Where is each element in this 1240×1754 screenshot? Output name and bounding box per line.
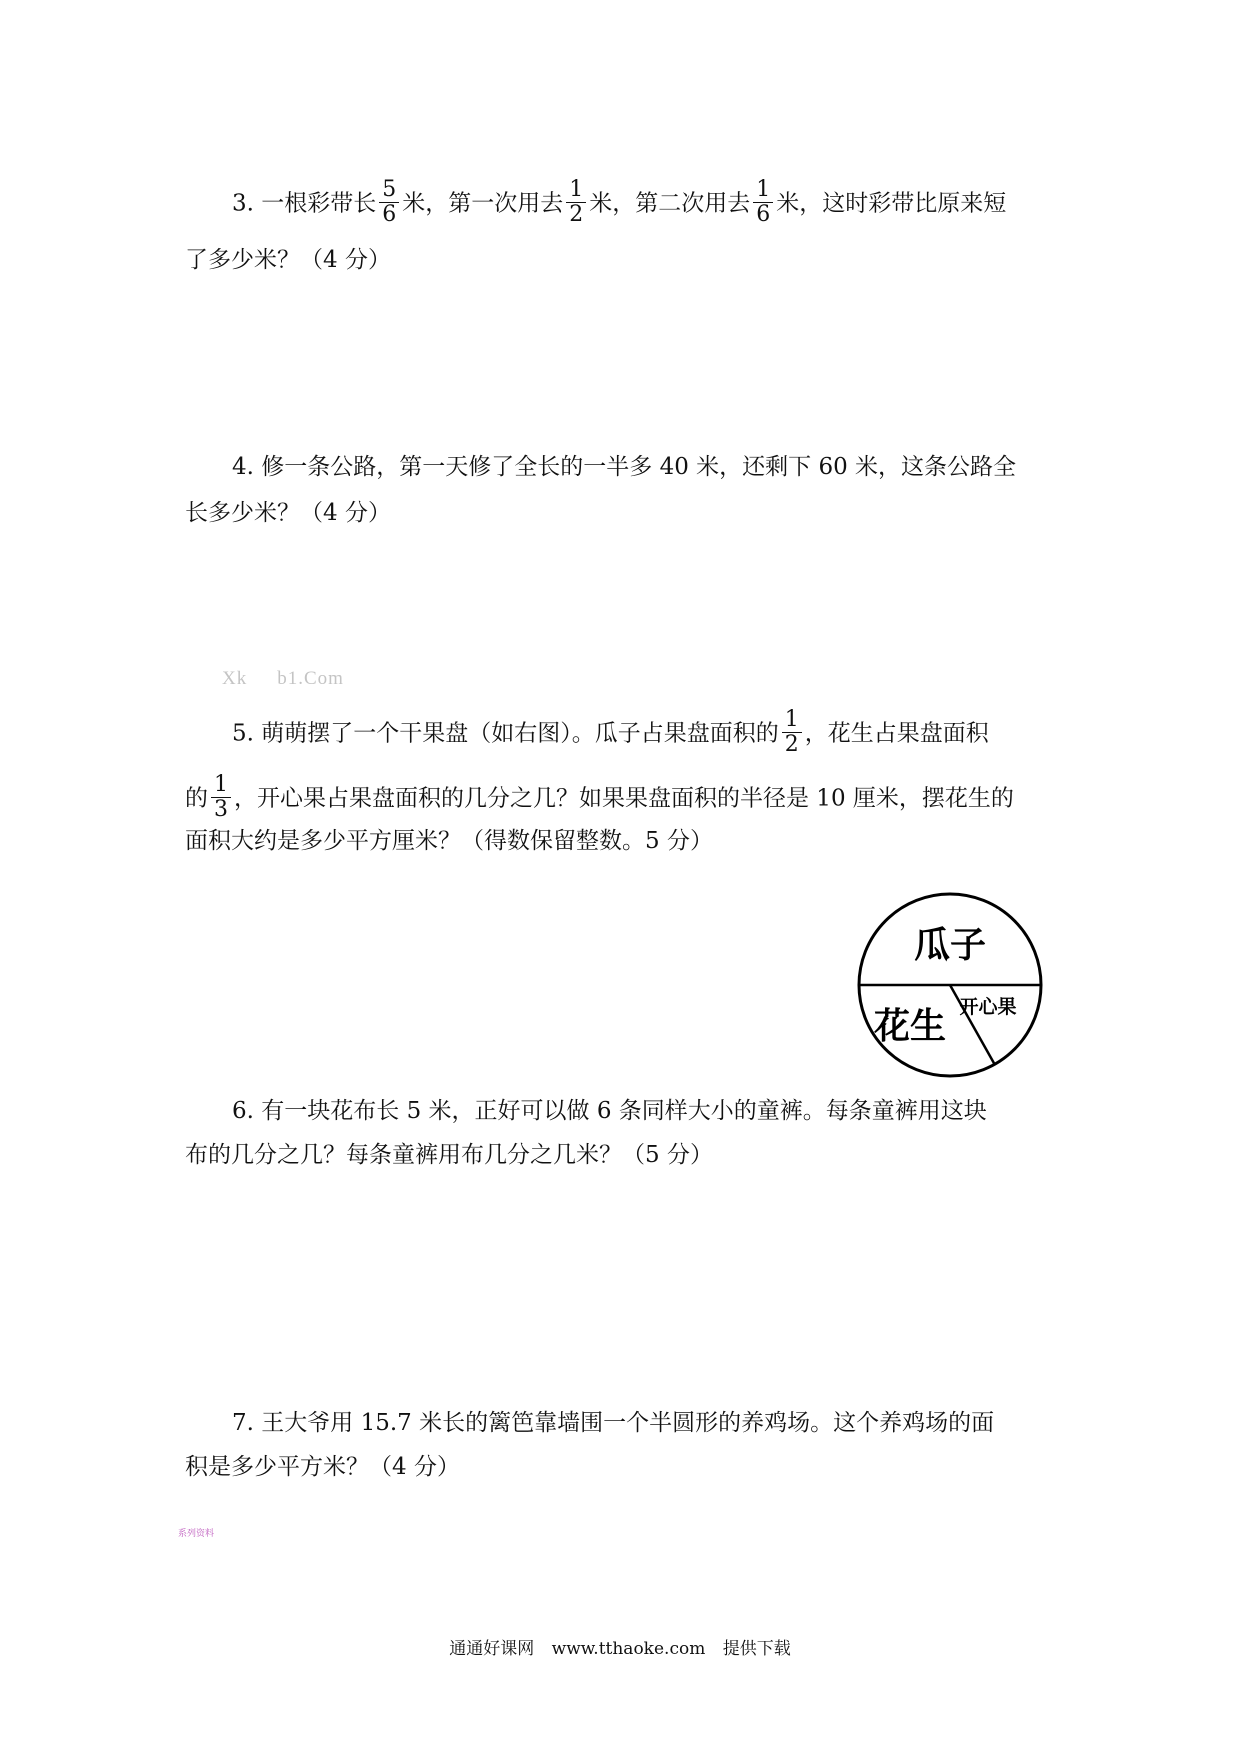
q4-line2: 长多少米？（4 分） [185,500,391,526]
fraction-1-3: $\frac{1}{3}$ [211,773,231,822]
series-mark: 系列资料 [178,1529,215,1539]
q7-number: 7. [232,1410,254,1436]
q6-line2: 布的几分之几？每条童裤用布几分之几米？（5 分） [185,1142,713,1168]
fraction-1-2-q5: $\frac{1}{2}$ [782,708,802,757]
footer-url[interactable]: www.tthaoke.com [551,1639,706,1659]
q7-line2: 积是多少平方米？（4 分） [185,1454,460,1480]
q3-line2: 了多少米？（4 分） [185,247,391,273]
q5-text-1: 萌萌摆了一个干果盘（如右图）。瓜子占果盘面积的 [261,720,779,747]
q3-number: 3. [232,190,254,217]
label-guazi: 瓜子 [913,925,987,966]
q6-number: 6. [232,1098,254,1124]
q3-text-3: 米，第二次用去 [589,190,751,217]
watermark: Xk b1.Com [222,668,344,689]
label-huasheng: 花生 [873,1006,947,1047]
fraction-5-6: $\frac{5}{6}$ [379,178,399,227]
q5-text-2: ，花生占果盘面积 [804,720,989,747]
q7-line1 [232,1408,994,1438]
q3-text-4: 米，这时彩带比原来短 [776,190,1007,217]
q4-number: 4. [232,454,254,480]
q4-line1 [232,452,1016,482]
q6-text-1: 有一块花布长 5 米，正好可以做 6 条同样大小的童裤。每条童裤用这块 [261,1098,987,1124]
label-kaixinguo: 开心果 [959,996,1017,1018]
fruit-plate-diagram [855,890,1045,1080]
q5-text-3: 的 [185,785,208,812]
q5-line1 [232,707,989,759]
q7-text-1: 王大爷用 15.7 米长的篱笆靠墙围一个半圆形的养鸡场。这个养鸡场的面 [261,1410,995,1436]
fraction-1-6: $\frac{1}{6}$ [753,178,773,227]
q3-text-2: 米，第一次用去 [402,190,564,217]
footer-site: 通通好课网 [449,1639,535,1659]
q5-line2 [185,772,1014,824]
q5-line3: 面积大约是多少平方厘米？（得数保留整数。5 分） [185,828,713,854]
q5-number: 5. [232,720,254,747]
q3-line1 [232,177,1007,229]
q3-text-1: 一根彩带长 [261,190,377,217]
footer-suffix: 提供下载 [722,1639,791,1659]
fraction-1-2: $\frac{1}{2}$ [566,178,586,227]
q6-line1 [232,1096,987,1126]
page-footer [0,1634,1240,1659]
q5-text-4: ，开心果占果盘面积的几分之几？如果果盘面积的半径是 10 厘米，摆花生的 [234,785,1014,812]
q4-text-1: 修一条公路，第一天修了全长的一半多 40 米，还剩下 60 米，这条公路全 [261,454,1017,480]
